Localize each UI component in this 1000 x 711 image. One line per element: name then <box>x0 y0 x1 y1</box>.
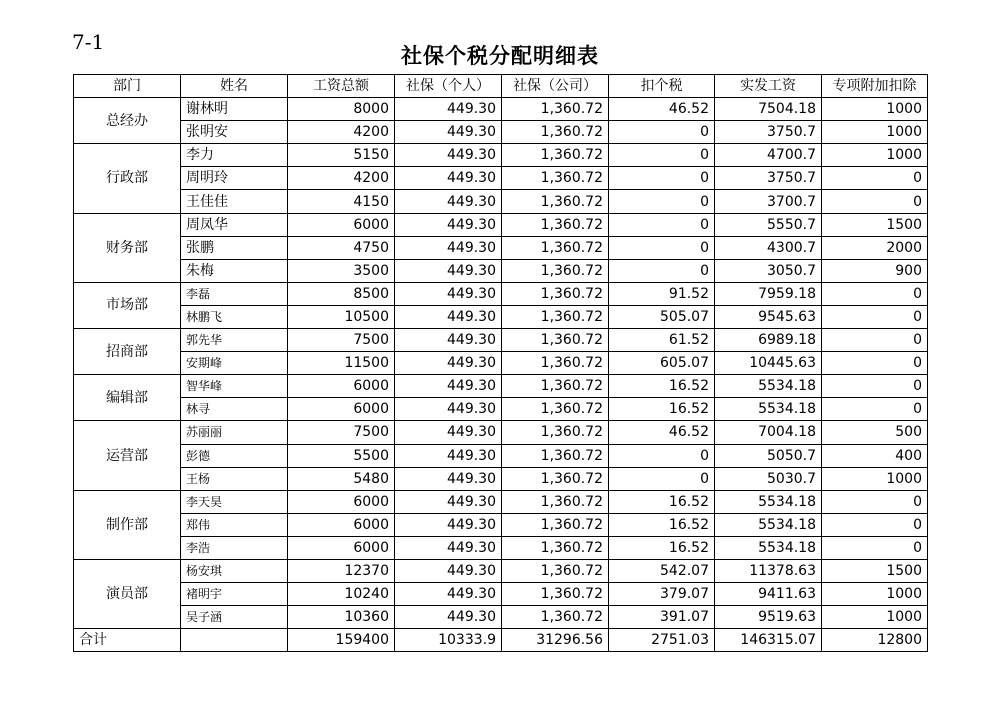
table-row <box>74 536 928 559</box>
employee-name-cell: 朱梅 <box>181 259 288 282</box>
income-tax-cell: 46.52 <box>609 421 715 444</box>
special-deduction-cell: 500 <box>822 421 928 444</box>
table-row <box>74 467 928 490</box>
employee-name-cell: 杨安琪 <box>181 559 288 582</box>
income-tax-cell: 0 <box>609 190 715 213</box>
employee-name-cell: 智华峰 <box>181 375 288 398</box>
table-row <box>74 144 928 167</box>
table-row <box>74 282 928 305</box>
social-security-company-cell: 1,360.72 <box>502 259 609 282</box>
social-security-company-cell: 1,360.72 <box>502 282 609 305</box>
employee-name-cell: 褚明宇 <box>181 583 288 606</box>
employee-name-cell: 谢林明 <box>181 98 288 121</box>
net-pay-cell: 5050.7 <box>715 444 822 467</box>
employee-name-cell: 张明安 <box>181 121 288 144</box>
total-name-cell <box>181 629 288 652</box>
social-security-company-cell: 1,360.72 <box>502 98 609 121</box>
special-deduction-cell: 0 <box>822 513 928 536</box>
salary-cell: 11500 <box>288 352 395 375</box>
social-security-company-cell: 1,360.72 <box>502 559 609 582</box>
department-cell: 制作部 <box>74 490 181 559</box>
total-label-cell: 合计 <box>74 629 181 652</box>
social-security-personal-cell: 449.30 <box>395 513 502 536</box>
net-pay-cell: 9519.63 <box>715 606 822 629</box>
social-security-personal-cell: 449.30 <box>395 444 502 467</box>
salary-cell: 6000 <box>288 513 395 536</box>
income-tax-cell: 542.07 <box>609 559 715 582</box>
income-tax-cell: 46.52 <box>609 98 715 121</box>
employee-name-cell: 吴子涵 <box>181 606 288 629</box>
social-security-personal-cell: 449.30 <box>395 536 502 559</box>
special-deduction-cell: 0 <box>822 398 928 421</box>
net-pay-cell: 9545.63 <box>715 305 822 328</box>
table-row <box>74 606 928 629</box>
income-tax-cell: 0 <box>609 236 715 259</box>
total-special-deduction-cell: 12800 <box>822 629 928 652</box>
salary-cell: 10500 <box>288 305 395 328</box>
social-security-personal-cell: 449.30 <box>395 583 502 606</box>
employee-name-cell: 李力 <box>181 144 288 167</box>
special-deduction-cell: 0 <box>822 536 928 559</box>
special-deduction-cell: 900 <box>822 259 928 282</box>
employee-name-cell: 郭先华 <box>181 329 288 352</box>
special-deduction-cell: 2000 <box>822 236 928 259</box>
net-pay-cell: 5534.18 <box>715 490 822 513</box>
table-row <box>74 490 928 513</box>
special-deduction-cell: 1000 <box>822 583 928 606</box>
special-deduction-cell: 0 <box>822 305 928 328</box>
social-security-personal-cell: 449.30 <box>395 213 502 236</box>
social-security-company-cell: 1,360.72 <box>502 606 609 629</box>
income-tax-cell: 379.07 <box>609 583 715 606</box>
employee-name-cell: 周凤华 <box>181 213 288 236</box>
social-security-personal-cell: 449.30 <box>395 305 502 328</box>
special-deduction-cell: 1000 <box>822 121 928 144</box>
income-tax-cell: 0 <box>609 213 715 236</box>
social-security-personal-cell: 449.30 <box>395 375 502 398</box>
table-row <box>74 329 928 352</box>
table-row <box>74 398 928 421</box>
department-cell: 行政部 <box>74 144 181 213</box>
social-security-personal-cell: 449.30 <box>395 352 502 375</box>
social-security-personal-cell: 449.30 <box>395 190 502 213</box>
table-row <box>74 375 928 398</box>
social-security-company-cell: 1,360.72 <box>502 467 609 490</box>
department-cell: 运营部 <box>74 421 181 490</box>
employee-name-cell: 林鹏飞 <box>181 305 288 328</box>
special-deduction-cell: 0 <box>822 375 928 398</box>
special-deduction-cell: 1000 <box>822 144 928 167</box>
table-row <box>74 583 928 606</box>
net-pay-cell: 3050.7 <box>715 259 822 282</box>
table-row <box>74 98 928 121</box>
net-pay-cell: 11378.63 <box>715 559 822 582</box>
net-pay-cell: 9411.63 <box>715 583 822 606</box>
income-tax-cell: 391.07 <box>609 606 715 629</box>
salary-cell: 6000 <box>288 375 395 398</box>
salary-cell: 5150 <box>288 144 395 167</box>
department-cell: 招商部 <box>74 329 181 375</box>
salary-cell: 10240 <box>288 583 395 606</box>
salary-cell: 4750 <box>288 236 395 259</box>
income-tax-cell: 61.52 <box>609 329 715 352</box>
table-row <box>74 213 928 236</box>
employee-name-cell: 李天昊 <box>181 490 288 513</box>
net-pay-cell: 5030.7 <box>715 467 822 490</box>
table-row <box>74 444 928 467</box>
special-deduction-cell: 1000 <box>822 98 928 121</box>
salary-cell: 4150 <box>288 190 395 213</box>
table-row <box>74 190 928 213</box>
special-deduction-cell: 1500 <box>822 559 928 582</box>
social-security-personal-cell: 449.30 <box>395 329 502 352</box>
salary-cell: 5480 <box>288 467 395 490</box>
net-pay-cell: 5550.7 <box>715 213 822 236</box>
net-pay-cell: 3700.7 <box>715 190 822 213</box>
department-cell: 财务部 <box>74 213 181 282</box>
table-row <box>74 305 928 328</box>
income-tax-cell: 505.07 <box>609 305 715 328</box>
special-deduction-cell: 400 <box>822 444 928 467</box>
employee-name-cell: 苏丽丽 <box>181 421 288 444</box>
social-security-company-cell: 1,360.72 <box>502 329 609 352</box>
header-social-security-company: 社保（公司） <box>502 75 609 98</box>
social-security-company-cell: 1,360.72 <box>502 583 609 606</box>
employee-name-cell: 林寻 <box>181 398 288 421</box>
employee-name-cell: 王杨 <box>181 467 288 490</box>
employee-name-cell: 郑伟 <box>181 513 288 536</box>
income-tax-cell: 16.52 <box>609 398 715 421</box>
salary-tax-table <box>73 74 928 652</box>
employee-name-cell: 李浩 <box>181 536 288 559</box>
total-social-security-personal-cell: 10333.9 <box>395 629 502 652</box>
social-security-company-cell: 1,360.72 <box>502 190 609 213</box>
table-row <box>74 513 928 536</box>
net-pay-cell: 5534.18 <box>715 513 822 536</box>
social-security-personal-cell: 449.30 <box>395 121 502 144</box>
document-title: 社保个税分配明细表 <box>401 44 599 68</box>
net-pay-cell: 6989.18 <box>715 329 822 352</box>
employee-name-cell: 周明玲 <box>181 167 288 190</box>
salary-cell: 7500 <box>288 421 395 444</box>
social-security-personal-cell: 449.30 <box>395 236 502 259</box>
special-deduction-cell: 1000 <box>822 467 928 490</box>
social-security-company-cell: 1,360.72 <box>502 352 609 375</box>
net-pay-cell: 4700.7 <box>715 144 822 167</box>
net-pay-cell: 10445.63 <box>715 352 822 375</box>
social-security-company-cell: 1,360.72 <box>502 375 609 398</box>
social-security-personal-cell: 449.30 <box>395 259 502 282</box>
social-security-company-cell: 1,360.72 <box>502 490 609 513</box>
income-tax-cell: 16.52 <box>609 513 715 536</box>
social-security-company-cell: 1,360.72 <box>502 421 609 444</box>
salary-cell: 5500 <box>288 444 395 467</box>
net-pay-cell: 3750.7 <box>715 167 822 190</box>
salary-cell: 6000 <box>288 213 395 236</box>
employee-name-cell: 李磊 <box>181 282 288 305</box>
table-row <box>74 167 928 190</box>
social-security-personal-cell: 449.30 <box>395 421 502 444</box>
salary-cell: 7500 <box>288 329 395 352</box>
employee-name-cell: 安期峰 <box>181 352 288 375</box>
social-security-company-cell: 1,360.72 <box>502 236 609 259</box>
social-security-personal-cell: 449.30 <box>395 398 502 421</box>
net-pay-cell: 5534.18 <box>715 375 822 398</box>
salary-cell: 8500 <box>288 282 395 305</box>
header-department: 部门 <box>74 75 181 98</box>
social-security-personal-cell: 449.30 <box>395 559 502 582</box>
social-security-personal-cell: 449.30 <box>395 606 502 629</box>
social-security-personal-cell: 449.30 <box>395 167 502 190</box>
salary-cell: 6000 <box>288 398 395 421</box>
net-pay-cell: 5534.18 <box>715 398 822 421</box>
table-body <box>74 98 928 652</box>
social-security-company-cell: 1,360.72 <box>502 398 609 421</box>
special-deduction-cell: 0 <box>822 167 928 190</box>
social-security-personal-cell: 449.30 <box>395 282 502 305</box>
income-tax-cell: 0 <box>609 144 715 167</box>
social-security-personal-cell: 449.30 <box>395 490 502 513</box>
special-deduction-cell: 1500 <box>822 213 928 236</box>
income-tax-cell: 0 <box>609 444 715 467</box>
special-deduction-cell: 0 <box>822 490 928 513</box>
social-security-company-cell: 1,360.72 <box>502 167 609 190</box>
table-row <box>74 121 928 144</box>
salary-cell: 4200 <box>288 167 395 190</box>
social-security-personal-cell: 449.30 <box>395 144 502 167</box>
salary-cell: 3500 <box>288 259 395 282</box>
net-pay-cell: 4300.7 <box>715 236 822 259</box>
special-deduction-cell: 0 <box>822 329 928 352</box>
special-deduction-cell: 0 <box>822 352 928 375</box>
net-pay-cell: 7004.18 <box>715 421 822 444</box>
net-pay-cell: 3750.7 <box>715 121 822 144</box>
income-tax-cell: 0 <box>609 467 715 490</box>
income-tax-cell: 0 <box>609 259 715 282</box>
net-pay-cell: 7504.18 <box>715 98 822 121</box>
department-cell: 市场部 <box>74 282 181 328</box>
header-name: 姓名 <box>181 75 288 98</box>
header-net-pay: 实发工资 <box>715 75 822 98</box>
table-row <box>74 236 928 259</box>
employee-name-cell: 张鹏 <box>181 236 288 259</box>
social-security-company-cell: 1,360.72 <box>502 144 609 167</box>
total-row <box>74 629 928 652</box>
header-social-security-personal: 社保（个人） <box>395 75 502 98</box>
social-security-company-cell: 1,360.72 <box>502 513 609 536</box>
salary-cell: 4200 <box>288 121 395 144</box>
total-net-pay-cell: 146315.07 <box>715 629 822 652</box>
social-security-personal-cell: 449.30 <box>395 98 502 121</box>
table-row <box>74 421 928 444</box>
income-tax-cell: 0 <box>609 167 715 190</box>
department-cell: 编辑部 <box>74 375 181 421</box>
salary-cell: 6000 <box>288 490 395 513</box>
social-security-company-cell: 1,360.72 <box>502 305 609 328</box>
net-pay-cell: 5534.18 <box>715 536 822 559</box>
department-cell: 总经办 <box>74 98 181 144</box>
social-security-personal-cell: 449.30 <box>395 467 502 490</box>
social-security-company-cell: 1,360.72 <box>502 444 609 467</box>
department-cell: 演员部 <box>74 559 181 628</box>
table-row <box>74 559 928 582</box>
table-row <box>74 259 928 282</box>
social-security-company-cell: 1,360.72 <box>502 536 609 559</box>
salary-cell: 8000 <box>288 98 395 121</box>
salary-cell: 12370 <box>288 559 395 582</box>
salary-cell: 6000 <box>288 536 395 559</box>
income-tax-cell: 16.52 <box>609 490 715 513</box>
special-deduction-cell: 0 <box>822 190 928 213</box>
net-pay-cell: 7959.18 <box>715 282 822 305</box>
total-income-tax-cell: 2751.03 <box>609 629 715 652</box>
total-salary-cell: 159400 <box>288 629 395 652</box>
header-row <box>74 75 928 98</box>
header-income-tax: 扣个税 <box>609 75 715 98</box>
header-special-deduction: 专项附加扣除 <box>822 75 928 98</box>
salary-cell: 10360 <box>288 606 395 629</box>
special-deduction-cell: 0 <box>822 282 928 305</box>
employee-name-cell: 王佳佳 <box>181 190 288 213</box>
income-tax-cell: 16.52 <box>609 375 715 398</box>
total-social-security-company-cell: 31296.56 <box>502 629 609 652</box>
income-tax-cell: 605.07 <box>609 352 715 375</box>
social-security-company-cell: 1,360.72 <box>502 121 609 144</box>
income-tax-cell: 16.52 <box>609 536 715 559</box>
table-row <box>74 352 928 375</box>
header-salary-total: 工资总额 <box>288 75 395 98</box>
income-tax-cell: 91.52 <box>609 282 715 305</box>
page-number-label: 7-1 <box>72 30 105 54</box>
social-security-company-cell: 1,360.72 <box>502 213 609 236</box>
employee-name-cell: 彭德 <box>181 444 288 467</box>
special-deduction-cell: 1000 <box>822 606 928 629</box>
income-tax-cell: 0 <box>609 121 715 144</box>
